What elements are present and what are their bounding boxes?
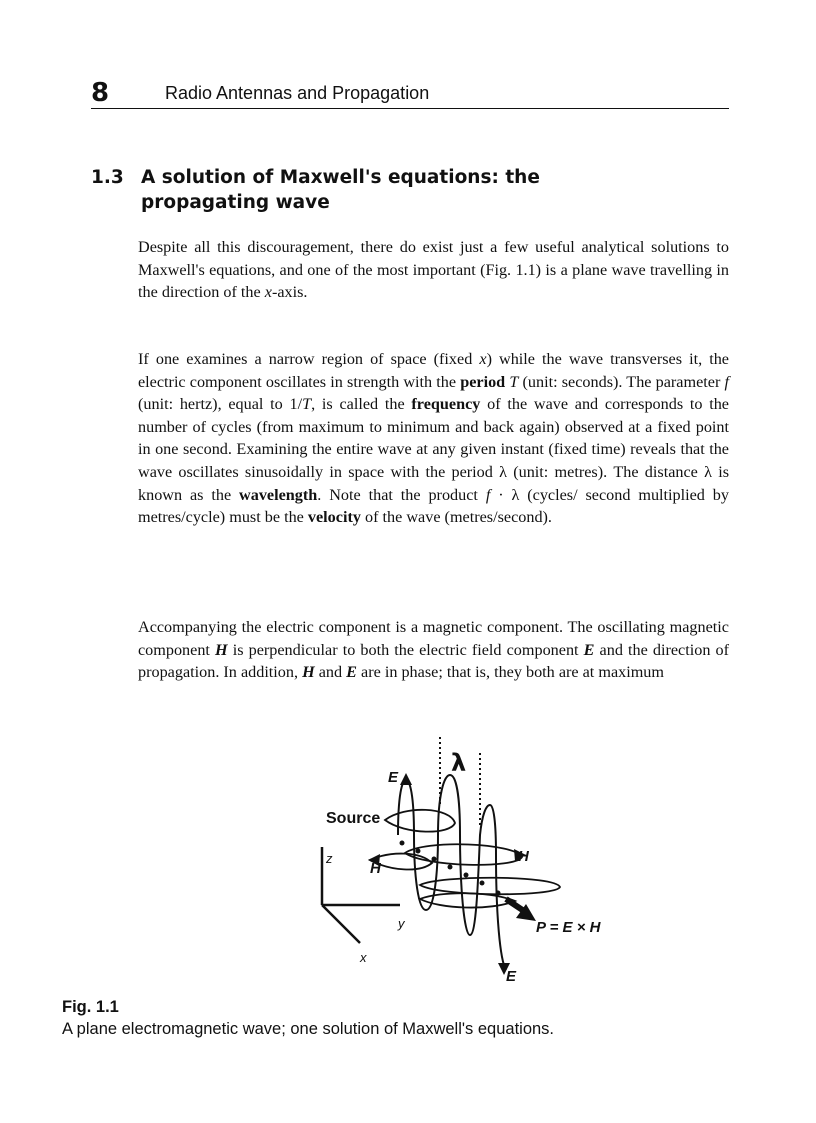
page-number: 8 <box>91 78 110 108</box>
p2-x-var: x <box>479 350 487 368</box>
p2-text-g: . Note that the product <box>317 485 486 504</box>
p2-text-e: , is called the <box>311 395 412 414</box>
electric-wave <box>398 775 506 970</box>
section-title <box>141 165 661 215</box>
coordinate-axes <box>322 847 400 943</box>
p2-text-i: of the wave (metres/second). <box>360 508 552 527</box>
section-title-line2: propagating wave <box>141 192 330 213</box>
p1-text-a: Despite all this discouragement, there do exist just a few useful analytical solutions to Maxwell's equations, and one of the most important (Fig. 1.1) is a plane wave travelling in the direction of the <box>138 238 729 302</box>
paragraph-1 <box>138 236 729 304</box>
e-label-bottom: E <box>506 968 517 985</box>
e-label-top: E <box>388 769 399 786</box>
h-label-right: H <box>518 848 529 865</box>
lambda-label: λ <box>451 749 467 777</box>
term-period: period <box>460 372 506 391</box>
z-axis-label: z <box>326 851 333 866</box>
page-header <box>91 78 729 109</box>
figure-caption <box>62 996 762 1040</box>
p3-text-c: and the direction of propagation. In addition, <box>138 640 730 682</box>
source-label: Source <box>326 810 381 827</box>
p2-text-b: ) while the wave transverses it, the electric component oscillates in strength with the <box>138 350 729 391</box>
figure-plane-wave <box>310 735 630 985</box>
x-axis-label: x <box>360 950 367 965</box>
caption-text: A plane electromagnetic wave; one solution of Maxwell's equations. <box>62 1020 555 1038</box>
p3-E2-var: E <box>346 663 357 682</box>
p3-H-var: H <box>215 640 228 659</box>
paragraph-2 <box>138 348 729 529</box>
p2-f2-var: f <box>485 485 491 504</box>
p3-text-e: are in phase; that is, they both are at maximum <box>356 663 664 682</box>
p2-T2-var: T <box>302 395 312 414</box>
poynting-label: P = E × H <box>536 919 601 936</box>
section-title-line1: A solution of Maxwell's equations: the <box>141 167 540 188</box>
p3-text-d: and <box>314 663 347 682</box>
p2-text-h: · λ (cycles/ second multiplied by metres/cycle) must be the <box>138 485 729 527</box>
p2-text-d: (unit: hertz), equal to 1/ <box>138 395 303 414</box>
p2-text-c: (unit: seconds). The parameter <box>518 372 725 391</box>
p3-E-var: E <box>583 640 595 659</box>
p2-text-a: If one examines a narrow region of space (fixed <box>138 350 480 368</box>
p3-text-a: Accompanying the electric component is a magnetic component. The oscillating magnetic component <box>138 618 729 659</box>
p2-T-var: T <box>509 372 519 391</box>
paragraph-3 <box>138 616 729 684</box>
term-frequency: frequency <box>411 395 481 414</box>
p2-f-var: f <box>724 372 729 391</box>
p3-text-b: is perpendicular to both the electric field component <box>227 640 584 659</box>
p1-x-var: x <box>264 283 272 302</box>
y-axis-label: y <box>398 916 405 931</box>
h-label-left: H <box>370 860 381 877</box>
term-velocity: velocity <box>307 508 361 527</box>
p2-text-f: of the wave and corresponds to the number of cycles (from maximum to minimum and back again) observed at a fixed point in one second. Examining the entire wave at any given instant (fixed time) reveals that the wave oscillates sinusoidally in space with the period λ (unit: metres). The distance λ is known as the <box>138 395 729 504</box>
running-title: Radio Antennas and Propagation <box>165 83 430 103</box>
term-wavelength: wavelength <box>239 485 318 504</box>
e-arrow-up <box>400 773 412 785</box>
poynting-arrow <box>506 899 536 921</box>
caption-label: Fig. 1.1 <box>62 998 119 1016</box>
p3-H2-var: H <box>302 663 315 682</box>
p1-text-b: -axis. <box>271 283 308 302</box>
section-number: 1.3 <box>91 167 124 188</box>
